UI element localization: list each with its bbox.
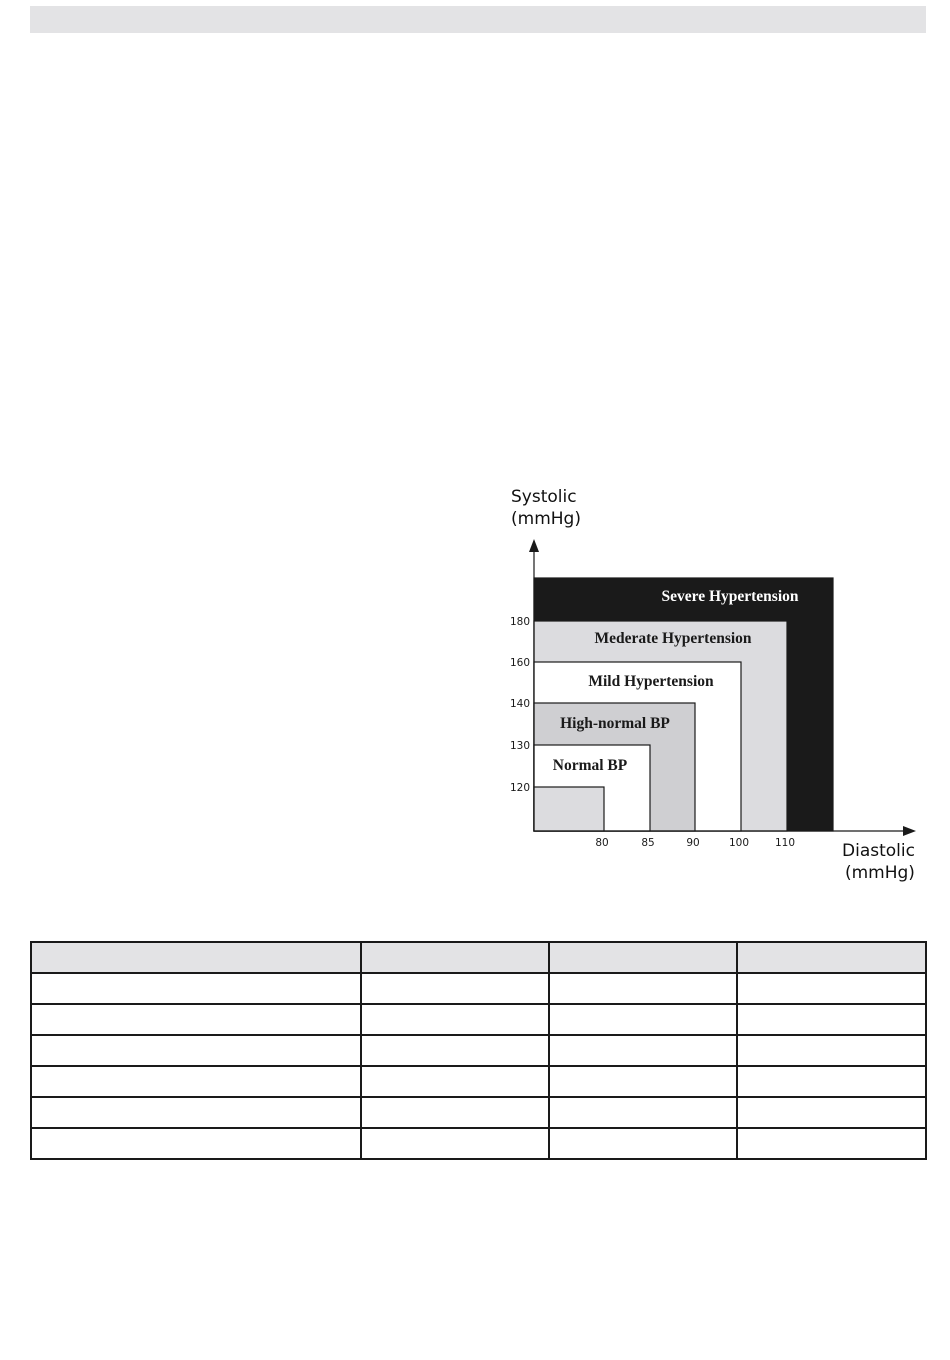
table-cell <box>549 973 738 1004</box>
table-cell <box>361 1004 549 1035</box>
x-axis-arrowhead <box>903 826 916 836</box>
y-tick-label-1: 130 <box>509 740 530 752</box>
zone-5 <box>534 787 604 831</box>
table-cell <box>737 973 926 1004</box>
table-row <box>31 1128 926 1159</box>
table-cell <box>549 1004 738 1035</box>
y-tick-label-4: 180 <box>509 616 530 628</box>
zone-label-1: Mederate Hypertension <box>594 630 752 647</box>
y-axis-arrowhead <box>529 539 539 552</box>
zone-label-3: High-normal BP <box>560 715 670 732</box>
table-cell <box>737 1097 926 1128</box>
table-cell <box>737 1004 926 1035</box>
table-cell <box>361 1066 549 1097</box>
table-cell <box>737 1066 926 1097</box>
table-row <box>31 1035 926 1066</box>
table-cell <box>549 1035 738 1066</box>
table-cell <box>31 1035 361 1066</box>
y-tick-label-3: 160 <box>509 657 530 669</box>
table-cell <box>361 1097 549 1128</box>
table-cell <box>549 1128 738 1159</box>
x-tick-label-2: 90 <box>686 837 700 849</box>
table-cell <box>31 1128 361 1159</box>
table-row <box>31 1066 926 1097</box>
zone-label-4: Normal BP <box>552 757 628 774</box>
table-cell <box>361 973 549 1004</box>
zone-label-0: Severe Hypertension <box>661 588 799 605</box>
table-cell <box>361 1035 549 1066</box>
table-cell <box>31 1097 361 1128</box>
table-cell <box>31 1066 361 1097</box>
x-tick-label-0: 80 <box>595 837 609 849</box>
x-tick-label-4: 110 <box>774 837 796 849</box>
zone-label-2: Mild Hypertension <box>588 673 714 690</box>
table-cell <box>549 942 738 973</box>
table-cell <box>31 1004 361 1035</box>
table-header-row <box>31 942 926 973</box>
table-cell <box>31 942 361 973</box>
table-cell <box>549 1097 738 1128</box>
bp-table <box>30 941 927 1160</box>
table-cell <box>361 1128 549 1159</box>
x-axis-title-line1: Diastolic <box>842 841 915 861</box>
table-row <box>31 1097 926 1128</box>
y-tick-label-2: 140 <box>509 698 530 710</box>
x-tick-label-3: 100 <box>728 837 750 849</box>
table-row <box>31 1004 926 1035</box>
x-axis-title-line2: (mmHg) <box>844 863 915 883</box>
x-tick-label-1: 85 <box>641 837 655 849</box>
table-row <box>31 973 926 1004</box>
y-axis-title-line1: Systolic <box>511 487 577 507</box>
table-cell <box>737 942 926 973</box>
y-axis-title-line2: (mmHg) <box>511 509 581 529</box>
table-cell <box>737 1128 926 1159</box>
table-cell <box>549 1066 738 1097</box>
table-cell <box>737 1035 926 1066</box>
table-cell <box>31 973 361 1004</box>
table-cell <box>361 942 549 973</box>
y-tick-label-0: 120 <box>509 782 530 794</box>
